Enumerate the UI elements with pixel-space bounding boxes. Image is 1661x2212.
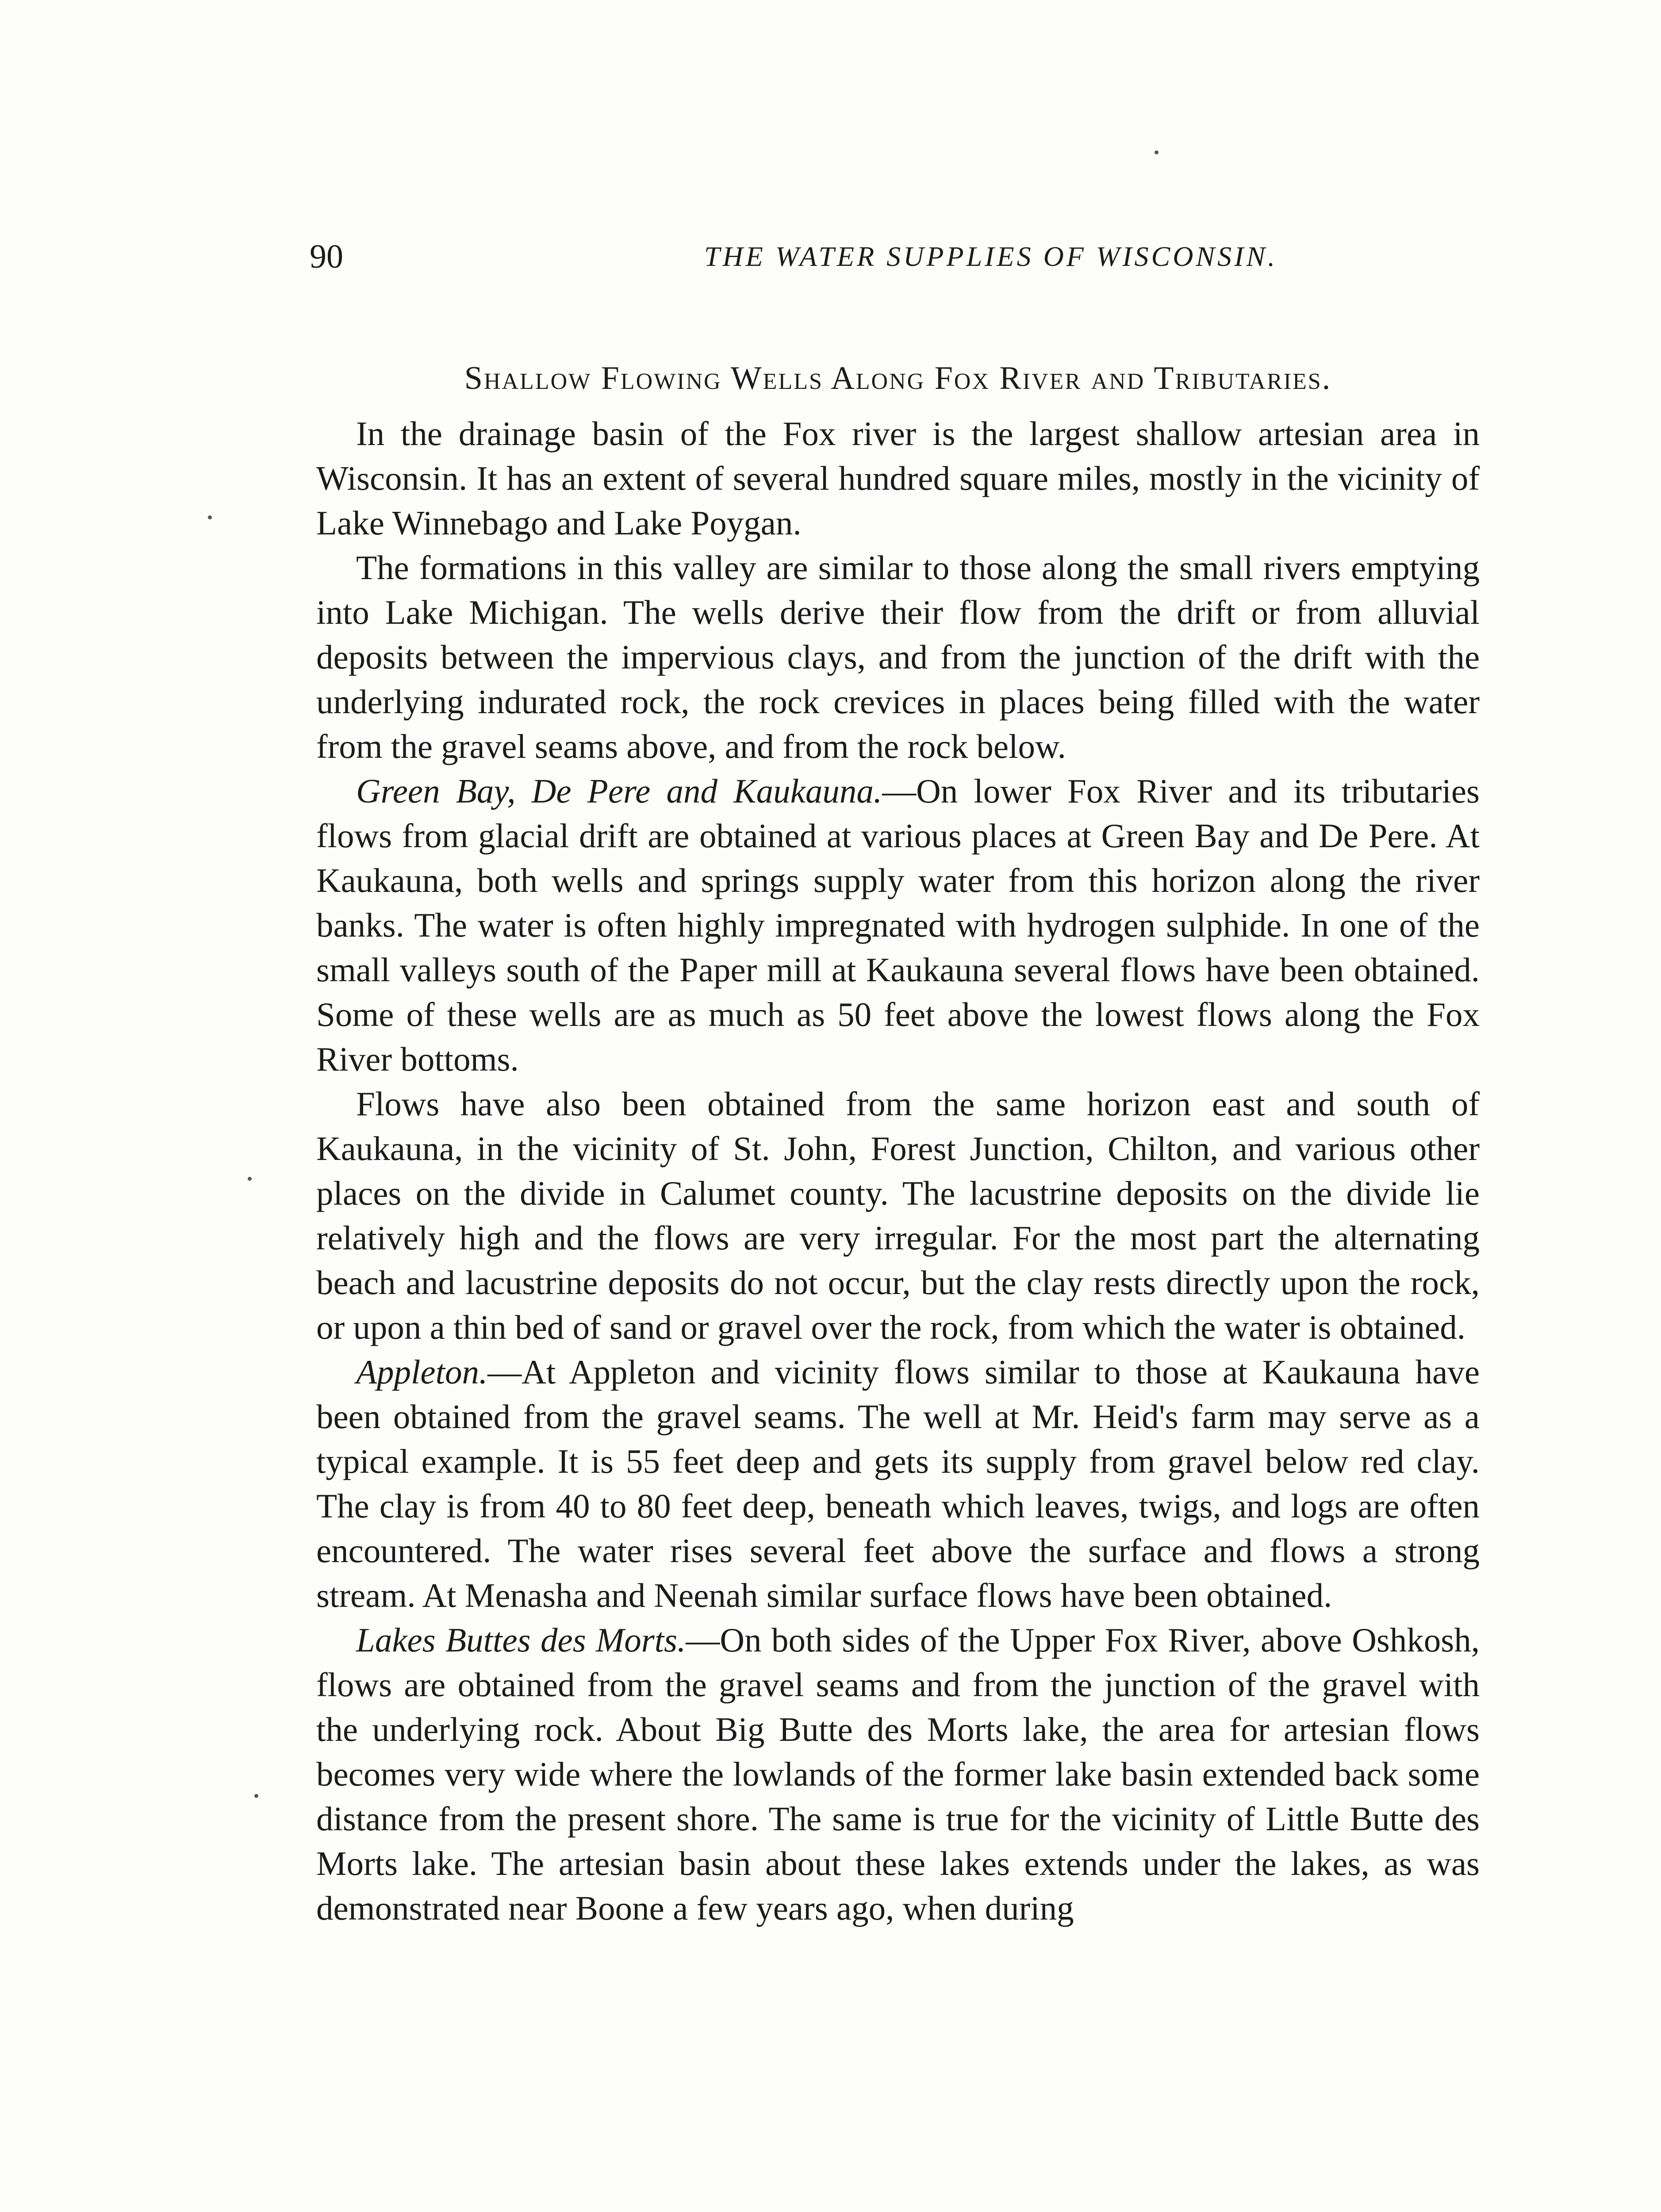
scan-speck xyxy=(208,515,212,519)
scan-speck xyxy=(1155,150,1158,154)
body-text xyxy=(316,411,1480,1931)
paragraph-subhead: Lakes Buttes des Morts. xyxy=(356,1621,686,1659)
paragraph xyxy=(316,769,1480,1082)
paragraph xyxy=(316,1082,1480,1350)
paragraph xyxy=(316,411,1480,545)
paragraph xyxy=(316,1618,1480,1931)
paragraph-text: The formations in this valley are similar to those along the small rivers emptying into Lake Michigan. The wells derive their flow from the drift or from alluvial deposits between the impervious clays, and from the junction of the drift with the underlying indurated rock, the rock crevices in places being filled with the water from the gravel seams above, and from the rock below. xyxy=(316,549,1480,765)
page-number: 90 xyxy=(310,238,343,275)
paragraph xyxy=(316,545,1480,769)
paragraph-text: —On lower Fox River and its tributaries flows from glacial drift are obtained at various places at Green Bay and De Pere. At Kaukauna, both wells and springs supply water from this horizon along the river banks. The water is often highly impregnated with hydrogen sulphide. In one of the small valleys south of the Paper mill at Kaukauna several flows have been obtained. Some of these wells are as much as 50 feet above the lowest flows along the Fox River bottoms. xyxy=(316,772,1480,1078)
paragraph-text: —At Appleton and vicinity flows similar to those at Kaukauna have been obtained from the gravel seams. The well at Mr. Heid's farm may serve as a typical example. It is 55 feet deep and gets its supply from gravel below red clay. The clay is from 40 to 80 feet deep, beneath which leaves, twigs, and logs are often encountered. The water rises several feet above the surface and flows a strong stream. At Menasha and Neenah similar surface flows have been obtained. xyxy=(316,1353,1480,1614)
running-title: THE WATER SUPPLIES OF WISCONSIN. xyxy=(704,241,1278,272)
section-heading: Shallow Flowing Wells Along Fox River and Tributaries. xyxy=(464,360,1332,396)
running-head xyxy=(310,234,1486,279)
paragraph-subhead: Appleton. xyxy=(356,1353,488,1391)
paragraph-text: Flows have also been obtained from the same horizon east and south of Kaukauna, in the vicinity of St. John, Forest Junction, Chilton, and various other places on the divide in Calumet county. The lacustrine deposits on the divide lie relatively high and the flows are very irregular. For the most part the alternating beach and lacustrine deposits do not occur, but the clay rests directly upon the rock, or upon a thin bed of sand or gravel over the rock, from which the water is obtained. xyxy=(316,1085,1480,1346)
paragraph xyxy=(316,1350,1480,1618)
paragraph-subhead: Green Bay, De Pere and Kaukauna. xyxy=(356,772,882,810)
scan-speck xyxy=(254,1794,258,1798)
paragraph-text: In the drainage basin of the Fox river is the largest shallow artesian area in Wisconsin. It has an extent of several hundred square miles, mostly in the vicinity of Lake Winnebago and Lake Poygan. xyxy=(316,415,1480,542)
paragraph-text: —On both sides of the Upper Fox River, above Oshkosh, flows are obtained from the gravel seams and from the junction of the gravel with the underlying rock. About Big Butte des Morts lake, the area for artesian flows becomes very wide where the lowlands of the former lake basin extended back some distance from the present shore. The same is true for the vicinity of Little Butte des Morts lake. The artesian basin about these lakes extends under the lakes, as was demonstrated near Boone a few years ago, when during xyxy=(316,1621,1480,1927)
scan-speck xyxy=(248,1177,252,1181)
